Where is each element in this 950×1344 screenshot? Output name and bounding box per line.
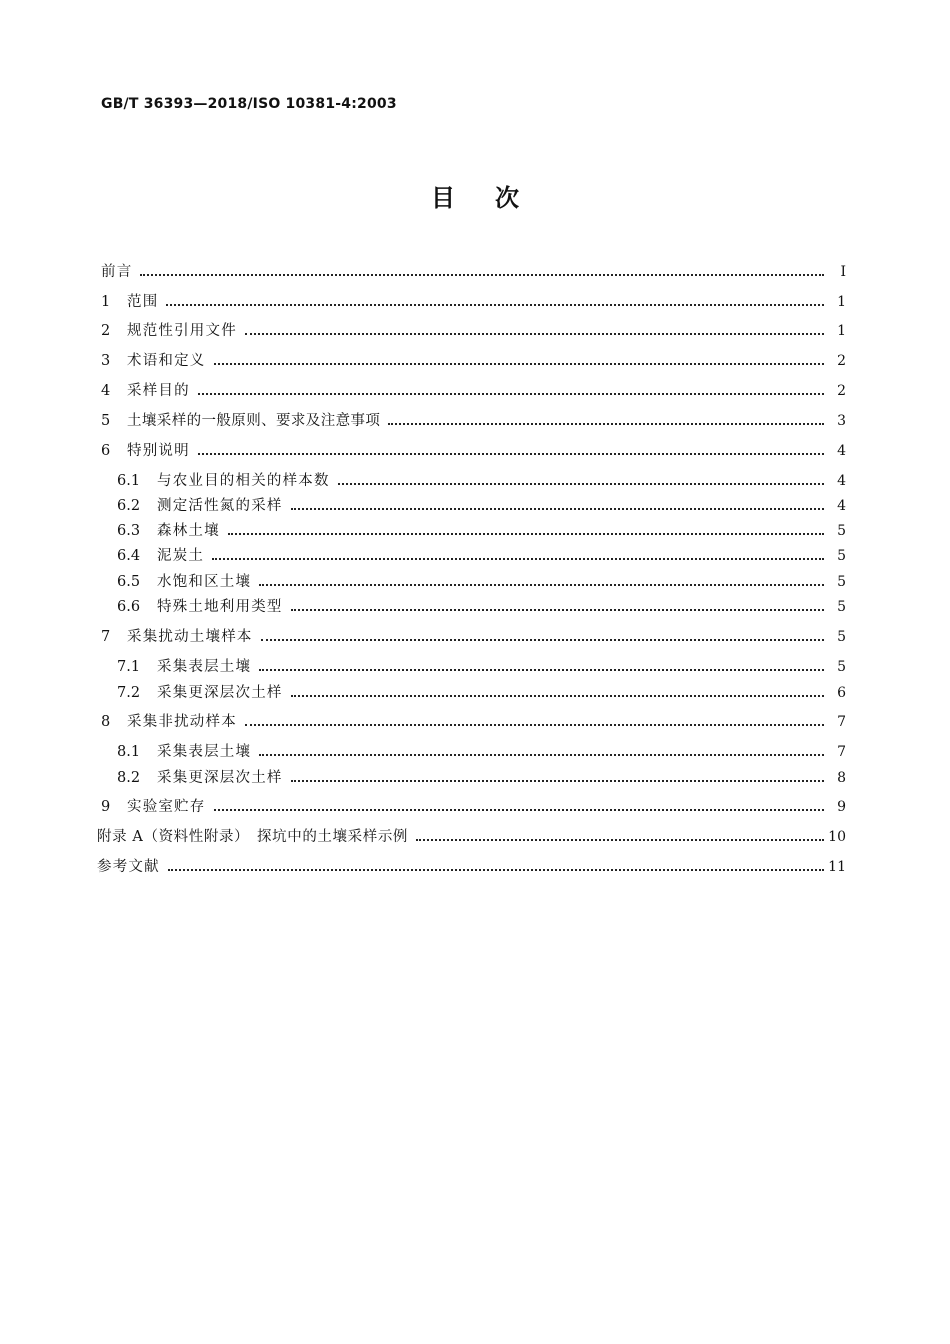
toc-entry-title: 附录 A（资料性附录） 探坑中的土壤采样示例 (97, 829, 409, 845)
toc-entry-title: 水饱和区土壤 (157, 574, 252, 590)
toc-entry-title: 森林土壤 (157, 523, 220, 539)
toc-page-number: 6 (837, 685, 846, 701)
toc-entry-1[interactable] (101, 291, 846, 313)
toc-section-number: 6 (101, 443, 111, 459)
dot-leader (261, 630, 824, 644)
toc-page-number: 5 (837, 659, 846, 675)
toc-entry-title: 参考文献 (97, 859, 160, 875)
toc-entry-title: 采集更深层次土样 (157, 685, 283, 701)
toc-entry-title: 测定活性氮的采样 (157, 498, 283, 514)
toc-page-number: 5 (837, 523, 846, 539)
dot-leader (214, 354, 825, 368)
toc-entry-title: 采集扰动土壤样本 (127, 629, 253, 645)
page-title: 目次 (431, 184, 559, 212)
dot-leader (168, 860, 824, 874)
toc-section-number: 7.1 (117, 659, 141, 675)
dot-leader (338, 474, 824, 488)
toc-page-number: 5 (837, 629, 846, 645)
toc-page-number: 7 (837, 714, 846, 730)
toc-entry-6-3[interactable] (117, 520, 846, 542)
toc-page-number: 4 (837, 443, 846, 459)
toc-page-number: 4 (837, 473, 846, 489)
toc-entry-6-5[interactable] (117, 571, 846, 593)
toc-page-number: 7 (837, 744, 846, 760)
toc-entry-title: 采集表层土壤 (157, 659, 252, 675)
dot-leader (198, 444, 824, 458)
dot-leader (228, 524, 824, 538)
toc-section-number: 7.2 (117, 685, 141, 701)
dot-leader (291, 686, 824, 700)
toc-page-number: 1 (837, 294, 846, 310)
toc-page-number: I (840, 264, 846, 280)
toc-page-number: 9 (837, 799, 846, 815)
toc-entry-title: 泥炭土 (157, 548, 205, 564)
toc-entry-title: 特别说明 (127, 443, 190, 459)
dot-leader (140, 265, 824, 279)
toc-entry-8-1[interactable] (117, 741, 846, 763)
dot-leader (416, 830, 824, 844)
toc-entry-title: 特殊土地利用类型 (157, 599, 283, 615)
dot-leader (259, 745, 824, 759)
toc-page-number: 10 (828, 829, 846, 845)
toc-entry-4[interactable] (101, 380, 846, 402)
toc-section-number: 5 (101, 413, 111, 429)
dot-leader (259, 575, 824, 589)
toc-entry-8[interactable] (101, 711, 846, 733)
dot-leader (291, 499, 824, 513)
toc-section-number: 6.5 (117, 574, 141, 590)
toc-entry-annex-a[interactable] (97, 826, 846, 848)
toc-section-number: 9 (101, 799, 111, 815)
toc-entry-6-6[interactable] (117, 596, 846, 618)
toc-entry-title: 采样目的 (127, 383, 190, 399)
toc-entry-3[interactable] (101, 350, 846, 372)
toc-entry-5[interactable] (101, 410, 846, 432)
toc-entry-title: 土壤采样的一般原则、要求及注意事项 (127, 413, 381, 429)
dot-leader (198, 384, 824, 398)
toc-entry-title: 实验室贮存 (127, 799, 206, 815)
toc-entry-title: 术语和定义 (127, 353, 206, 369)
toc-entry-title: 采集表层土壤 (157, 744, 252, 760)
toc-entry-9[interactable] (101, 796, 846, 818)
toc-entry-7-2[interactable] (117, 682, 846, 704)
toc-section-number: 7 (101, 629, 111, 645)
toc-entry-6-2[interactable] (117, 495, 846, 517)
toc-section-number: 1 (101, 294, 111, 310)
toc-entry-6-4[interactable] (117, 545, 846, 567)
toc-section-number: 8.1 (117, 744, 141, 760)
toc-page-number: 11 (828, 859, 846, 875)
toc-entry-preface[interactable] (101, 261, 846, 283)
toc-entry-title: 采集更深层次土样 (157, 770, 283, 786)
dot-leader (259, 660, 824, 674)
toc-section-number: 6.6 (117, 599, 141, 615)
toc-entry-title: 前言 (101, 264, 133, 280)
toc-page-number: 3 (837, 413, 846, 429)
toc-page-number: 1 (837, 323, 846, 339)
toc-entry-6[interactable] (101, 440, 846, 462)
toc-page-number: 2 (837, 383, 846, 399)
toc-section-number: 8.2 (117, 770, 141, 786)
toc-page-number: 5 (837, 548, 846, 564)
toc-page-number: 5 (837, 599, 846, 615)
dot-leader (166, 295, 824, 309)
toc-entry-title: 与农业目的相关的样本数 (157, 473, 330, 489)
dot-leader (245, 324, 824, 338)
dot-leader (245, 715, 824, 729)
dot-leader (212, 549, 824, 563)
toc-entry-title: 范围 (127, 294, 159, 310)
toc-entry-title: 采集非扰动样本 (127, 714, 237, 730)
toc-page-number: 5 (837, 574, 846, 590)
toc-section-number: 8 (101, 714, 111, 730)
dot-leader (388, 414, 824, 428)
toc-section-number: 6.2 (117, 498, 141, 514)
standard-code: GB/T 36393—2018/ISO 10381-4:2003 (101, 96, 397, 112)
toc-entry-references[interactable] (97, 856, 846, 878)
toc-entry-title: 规范性引用文件 (127, 323, 237, 339)
dot-leader (291, 771, 824, 785)
toc-section-number: 6.4 (117, 548, 141, 564)
toc-section-number: 2 (101, 323, 111, 339)
toc-entry-7-1[interactable] (117, 656, 846, 678)
dot-leader (214, 800, 825, 814)
toc-section-number: 6.3 (117, 523, 141, 539)
toc-page-number: 8 (837, 770, 846, 786)
toc-page-number: 4 (837, 498, 846, 514)
toc-section-number: 3 (101, 353, 111, 369)
toc-entry-6-1[interactable] (117, 470, 846, 492)
toc-entry-7[interactable] (101, 626, 846, 648)
dot-leader (291, 600, 824, 614)
toc-entry-2[interactable] (101, 320, 846, 342)
toc-section-number: 4 (101, 383, 111, 399)
toc-section-number: 6.1 (117, 473, 141, 489)
toc-page-number: 2 (837, 353, 846, 369)
toc-entry-8-2[interactable] (117, 767, 846, 789)
